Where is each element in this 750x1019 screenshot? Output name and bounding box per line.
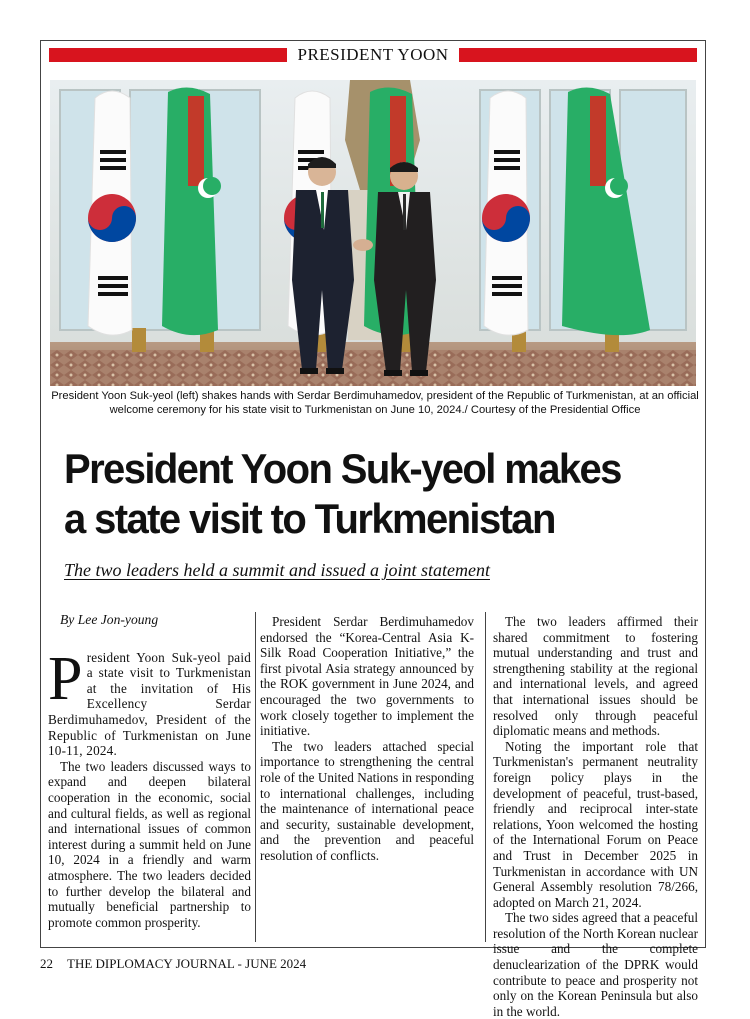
- byline: By Lee Jon-young: [60, 612, 159, 627]
- page-number: 22: [40, 956, 53, 971]
- article-photo: [50, 80, 696, 386]
- banner-bar-left: [49, 48, 287, 62]
- banner-bar-right: [459, 48, 697, 62]
- paragraph-7: The two sides agreed that a peaceful resolution of the North Korean nuclear issue and the complete denuclearization of the DPRK would contribute to peace and prosperity not only on the Korean Peninsula but also in the world.: [493, 910, 698, 1019]
- column-3: [493, 614, 698, 1019]
- drop-cap: P: [48, 644, 83, 713]
- paragraph-1: [48, 644, 251, 759]
- headline-line-2: a state visit to Turkmenistan: [64, 496, 555, 543]
- column-divider-2: [485, 612, 486, 942]
- headline-line-1: President Yoon Suk-yeol makes: [64, 446, 621, 493]
- page-footer: [40, 956, 320, 972]
- korea-flag-left: [88, 91, 136, 335]
- subheadline: The two leaders held a summit and issued a joint statement: [64, 560, 490, 580]
- section-banner: [49, 46, 697, 64]
- column-divider-1: [255, 612, 256, 942]
- paragraph-4: The two leaders attached special importance to strengthening the central role of the United Nations in responding to international challenges, including the maintenance of international peace and security, sustainable development, and the prevention and peaceful resolution of conflicts.: [260, 738, 474, 863]
- section-label: PRESIDENT YOON: [297, 45, 449, 64]
- publication-name: THE DIPLOMACY JOURNAL - JUNE 2024: [67, 956, 307, 971]
- paragraph-6: Noting the important role that Turkmenistan's permanent neutrality foreign policy plays in the development of peaceful, trust-based, friendly and reciprocal inter-state relations, Yoon welcomed the hosting of the International Forum on Peace and Trust in December 2025 in Turkmenistan in accordance with UN General Assembly resolution 78/266, adopted on March 21, 2024.: [493, 738, 698, 910]
- column-2: [260, 614, 474, 864]
- paragraph-1-text: resident Yoon Suk-yeol paid a state visit to Turkmenistan at the invitation of His Excellency Serdar Berdimuhamedov, President of the Republic of Turkmenistan on June 10-11, 2024.: [48, 649, 251, 759]
- photo-illustration: [50, 80, 696, 386]
- paragraph-2: The two leaders discussed ways to expand and deepen bilateral cooperation in the economic, social and cultural fields, as well as regional and international issues of common interest during a summit held on June 10, 2024 in a friendly and warm atmosphere. The two leaders decided to further develop the bilateral and mutually beneficial partnership to promote common prosperity.: [48, 758, 251, 930]
- paragraph-5: The two leaders affirmed their shared commitment to fostering mutual understanding and trust and strengthening stability at the regional and international levels, and agreed that international issues should be resolved only through peaceful diplomatic means and methods.: [493, 614, 698, 739]
- headline: [64, 444, 704, 545]
- photo-caption: President Yoon Suk-yeol (left) shakes hands with Serdar Berdimuhamedov, president of the Republic of Turkmenistan, at an official welcome ceremony for his state visit to Turkmenistan on June 10, 2024./ Courtesy of the Presidential Office: [51, 390, 699, 416]
- paragraph-3: President Serdar Berdimuhamedov endorsed the “Korea-Central Asia K-Silk Road Cooperation Initiative,” the first pivotal Asia strategy announced by the ROK government in June 2024, and encouraged the two governments to work closely together to implement the initiative.: [260, 614, 474, 739]
- column-1: [48, 612, 251, 930]
